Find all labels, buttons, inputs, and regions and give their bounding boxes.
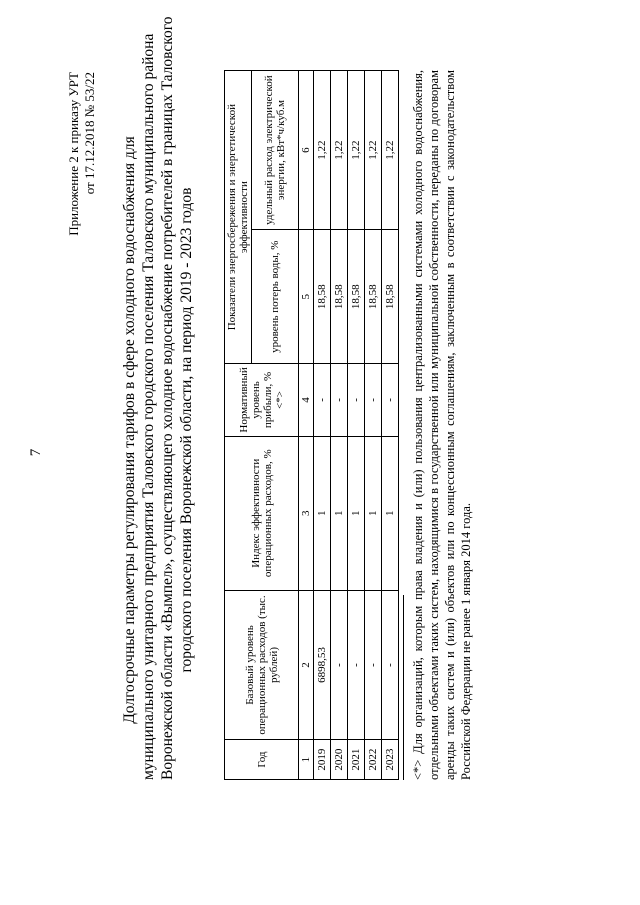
- header-water-loss: уровень потерь воды, %: [252, 230, 299, 364]
- cell-water-loss: 18,58: [314, 230, 331, 364]
- document-title: [120, 16, 196, 780]
- cell-year: 2023: [382, 740, 399, 780]
- header-year: Год: [225, 740, 299, 780]
- column-number: 5: [299, 230, 314, 364]
- cell-base-level: -: [348, 590, 365, 739]
- cell-water-loss: 18,58: [382, 230, 399, 364]
- title-line-4: городского поселения Воронежской области, на период 2019 - 2023 годов: [178, 187, 195, 673]
- appendix-line-1: Приложение 2 к приказу УРТ: [66, 72, 81, 236]
- cell-efficiency-index: 1: [314, 436, 331, 590]
- cell-base-level: -: [331, 590, 348, 739]
- cell-base-level: -: [365, 590, 382, 739]
- title-line-3: Воронежской области «Вымпел», осуществляющего холодное водоснабжение потребителей в границах Таловского: [159, 16, 176, 780]
- column-number: 4: [299, 364, 314, 436]
- cell-profit-level: -: [382, 364, 399, 436]
- table-row: [348, 71, 365, 780]
- cell-water-loss: 18,58: [365, 230, 382, 364]
- column-number: 1: [299, 740, 314, 780]
- title-line-1: Долгосрочные параметры регулирования тарифов в сфере холодного водоснабжения для: [121, 136, 138, 724]
- cell-efficiency-index: 1: [365, 436, 382, 590]
- cell-water-loss: 18,58: [348, 230, 365, 364]
- cell-base-level: -: [382, 590, 399, 739]
- column-number: 2: [299, 590, 314, 739]
- cell-water-loss: 18,58: [331, 230, 348, 364]
- cell-energy-consumption: 1,22: [382, 71, 399, 230]
- footnote: <*> Для организаций, которым права владения и (или) пользования централизованными системами холодного водоснабжения, отдельными объектами таких систем, находящимися в государственной или муниципальной собственности, переданы по договорам аренды таких систем и (или) объектов или по концессионным соглашениям, заключенным в соответствии с законодательством Российской Федерации не ранее 1 января 2014 года.: [411, 70, 473, 780]
- cell-energy-consumption: 1,22: [331, 71, 348, 230]
- cell-year: 2020: [331, 740, 348, 780]
- cell-efficiency-index: 1: [331, 436, 348, 590]
- cell-profit-level: -: [348, 364, 365, 436]
- header-efficiency-index: Индекс эффективности операционных расходов, %: [225, 436, 299, 590]
- cell-efficiency-index: 1: [382, 436, 399, 590]
- cell-efficiency-index: 1: [348, 436, 365, 590]
- cell-year: 2019: [314, 740, 331, 780]
- header-base-level: Базовый уровень операционных расходов (тыс. рублей): [225, 590, 299, 739]
- cell-year: 2021: [348, 740, 365, 780]
- cell-profit-level: -: [331, 364, 348, 436]
- cell-profit-level: -: [365, 364, 382, 436]
- header-energy-group: Показатели энергосбережения и энергетической эффективности: [225, 71, 252, 364]
- table-row: [314, 71, 331, 780]
- cell-year: 2022: [365, 740, 382, 780]
- column-number: 6: [299, 71, 314, 230]
- tariff-parameters-table: [224, 70, 399, 780]
- footnote-divider: [403, 595, 404, 780]
- title-line-2: муниципального унитарного предприятия Таловского городского поселения Таловского муниципального района: [140, 33, 157, 780]
- header-profit-level: Нормативный уровень прибыли, % <*>: [225, 364, 299, 436]
- cell-energy-consumption: 1,22: [348, 71, 365, 230]
- cell-energy-consumption: 1,22: [314, 71, 331, 230]
- header-energy-consumption: удельный расход электрической энергии, кВт*ч/куб.м: [252, 71, 299, 230]
- cell-energy-consumption: 1,22: [365, 71, 382, 230]
- table-row: [331, 71, 348, 780]
- cell-base-level: 6898,53: [314, 590, 331, 739]
- appendix-reference: [66, 72, 98, 236]
- cell-profit-level: -: [314, 364, 331, 436]
- column-number: 3: [299, 436, 314, 590]
- table-row: [382, 71, 399, 780]
- appendix-line-2: от 17.12.2018 № 53/22: [82, 72, 97, 195]
- table-row: [365, 71, 382, 780]
- page-number: 7: [28, 448, 44, 457]
